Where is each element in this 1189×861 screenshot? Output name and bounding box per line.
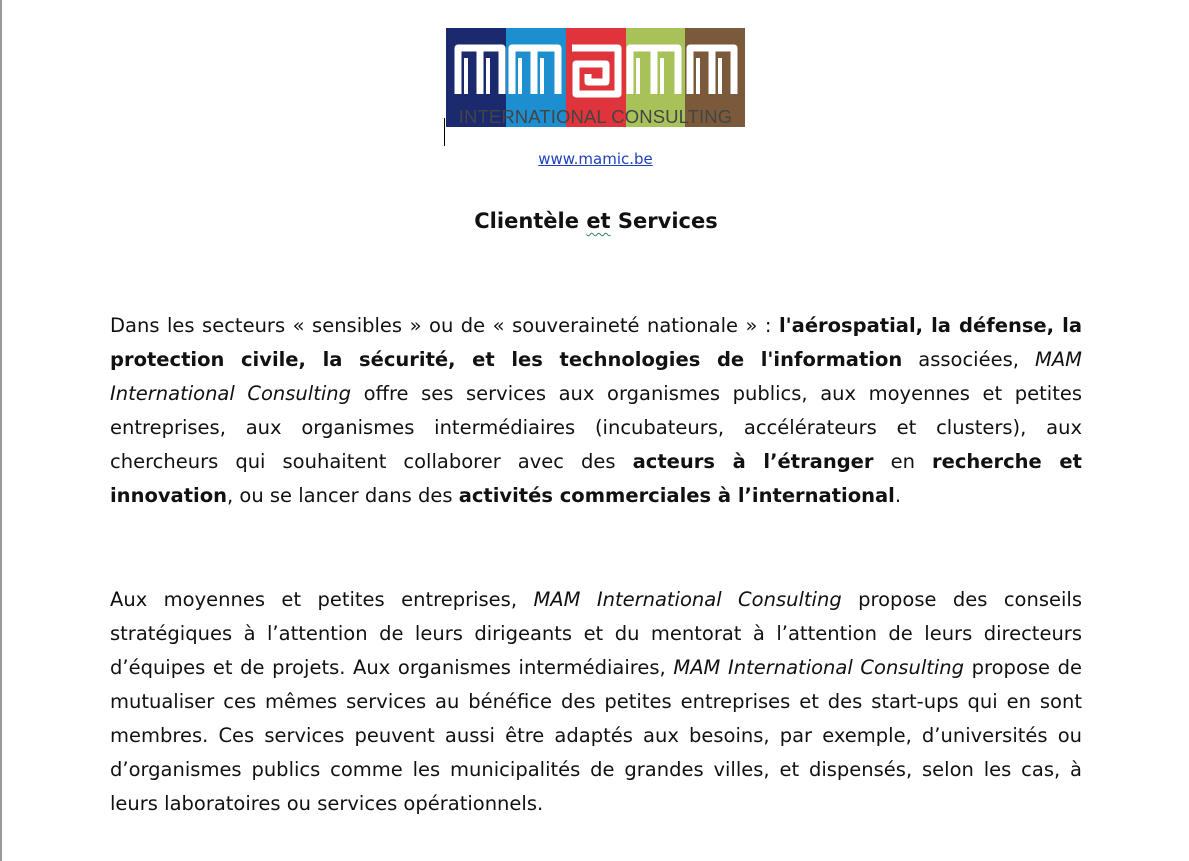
p1-text-1: Dans les secteurs « sensibles » ou de « souveraineté nationale » : <box>110 314 779 337</box>
document-title <box>110 205 1082 237</box>
p1-bold-sectors: l'aérospatial, la défense, la protection civile, la sécurité, et les technologies de l'information <box>110 314 1082 371</box>
p1-text-5: , ou se lancer dans des <box>227 484 459 507</box>
text-cursor <box>444 118 445 146</box>
logo-wordmark-mam <box>446 28 745 106</box>
p2-text-2: propose des conseils stratégiques à l’attention de leurs dirigeants et du mentorat à l’attention de leurs directeurs d’équipes et de projets. Aux organismes intermédiaires, <box>110 588 1082 679</box>
p1-text-2: associées, <box>902 348 1035 371</box>
mam-logo <box>446 28 745 146</box>
p2-company-name-2: MAM International Consulting <box>673 656 965 679</box>
p2-company-name-1: MAM International Consulting <box>533 588 842 611</box>
paragraph-2 <box>110 583 1082 821</box>
p1-bold-acteurs: acteurs à l’étranger <box>632 450 874 473</box>
p1-text-4: en <box>873 450 932 473</box>
page-edge <box>0 0 2 861</box>
paragraph-1 <box>110 309 1082 513</box>
logo-tagline: INTERNATIONAL CONSULTING <box>458 106 733 127</box>
p1-bold-recherche: recherche et innovation <box>110 450 1082 507</box>
title-part-spellcheck: et <box>586 209 611 233</box>
p1-company-name: MAM International Consulting <box>110 348 1082 405</box>
p2-text-1: Aux moyennes et petites entreprises, <box>110 588 534 611</box>
website-link[interactable]: www.mamic.be <box>538 150 653 168</box>
p1-text-6: . <box>894 484 902 507</box>
p2-text-3: propose de mutualiser ces mêmes services au bénéfice des petites entreprises et des start-ups qui en sont membres. Ces services peuvent aussi être adaptés aux besoins, par exemple, d’universités ou d’organismes publics comme les municipalités de grandes villes, et dispensés, selon les cas, à leurs laboratoires ou services opérationnels. <box>110 656 1083 815</box>
title-part-1: Clientèle <box>474 209 587 233</box>
p1-text-3: offre ses services aux organismes publics, aux moyennes et petites entreprises, aux organismes intermédiaires (incubateurs, accélérateurs et clusters), aux chercheurs qui souhaitent collaborer avec des <box>110 382 1082 473</box>
p1-bold-activites: activités commerciales à l’international <box>458 484 895 507</box>
title-part-2: Services <box>610 209 718 233</box>
